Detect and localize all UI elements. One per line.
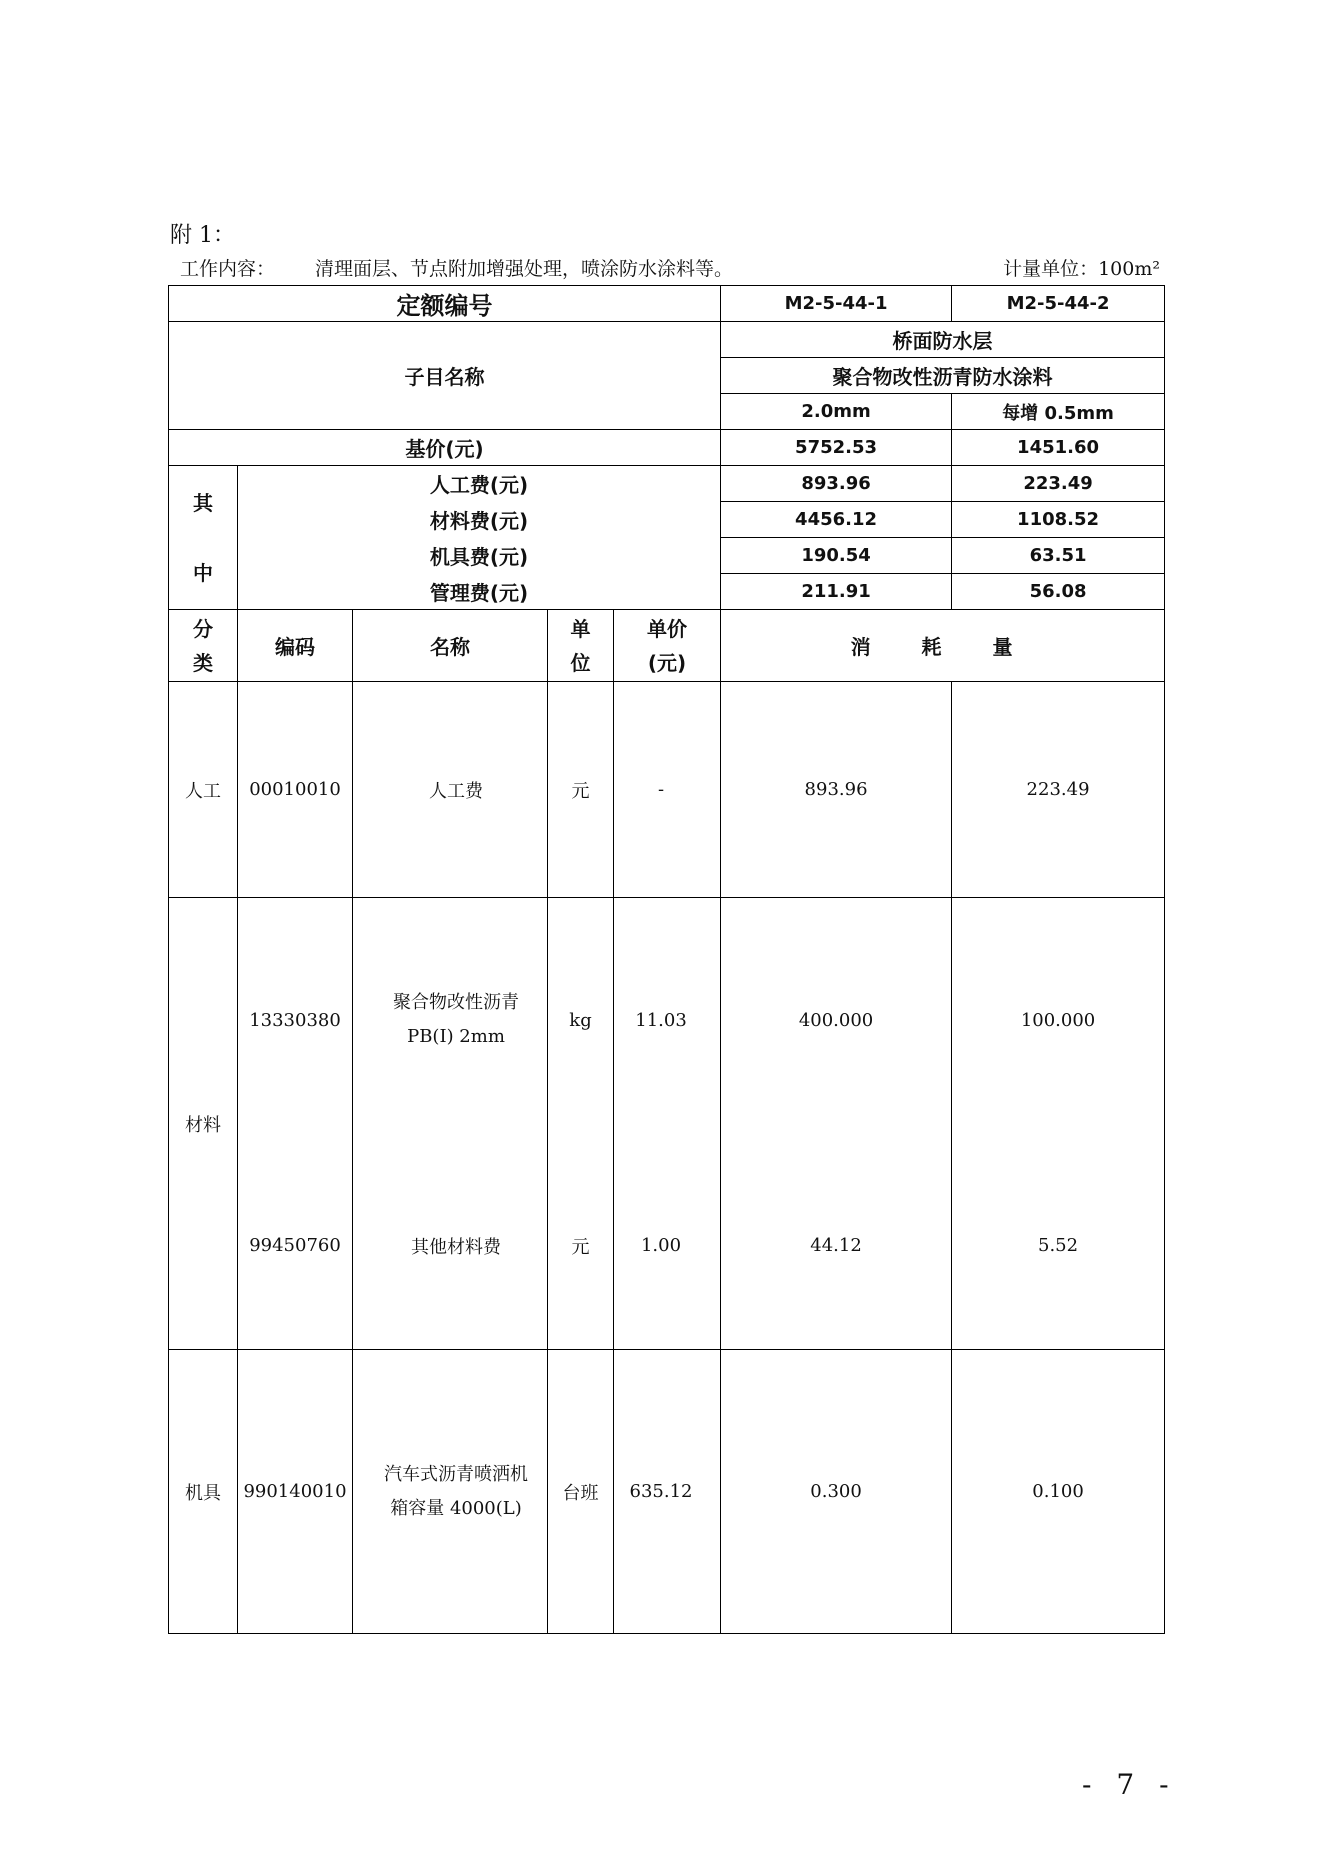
labor-price: - [614,682,721,898]
material-1-price: 11.03 [614,898,721,1143]
material-1-value-2: 100.000 [952,898,1165,1143]
cost-management-1: 211.91 [721,574,952,610]
cost-material-2: 1108.52 [952,502,1165,538]
work-content-text: 清理面层、节点附加增强处理，喷涂防水涂料等。 [315,258,734,280]
cost-machine-2: 63.51 [952,538,1165,574]
cost-label-management: 管理费(元) [238,574,721,610]
material-2-name: 其他材料费 [353,1143,548,1350]
work-content-label: 工作内容： [180,258,276,280]
machine-unit: 台班 [548,1350,614,1634]
material-2-value-2: 5.52 [952,1143,1165,1350]
variant-2: 每增 0.5mm [952,394,1165,430]
cost-labor-1: 893.96 [721,466,952,502]
material-2-code: 99450760 [238,1143,353,1350]
machine-value-1: 0.300 [721,1350,952,1634]
of-which-top: 其 [193,490,213,515]
work-info-line [180,254,1160,284]
group-name: 桥面防水层 [721,322,1165,358]
material-1-unit: kg [548,898,614,1143]
cost-machine-1: 190.54 [721,538,952,574]
material-1-name: 聚合物改性沥青 PB(Ⅰ) 2mm [353,898,548,1143]
quota-code-label: 定额编号 [169,286,721,322]
material-2-value-1: 44.12 [721,1143,952,1350]
labor-code: 00010010 [238,682,353,898]
col-header-price: 单价 (元) [614,610,721,682]
cost-label-machine: 机具费(元) [238,538,721,574]
of-which-label [169,466,238,610]
material-2-unit: 元 [548,1143,614,1350]
of-which-bottom: 中 [193,560,213,585]
labor-value-2: 223.49 [952,682,1165,898]
sub-name: 聚合物改性沥青防水涂料 [721,358,1165,394]
quota-code-2: M2-5-44-2 [952,286,1165,322]
table-row-machine [169,1350,1165,1634]
machine-price: 635.12 [614,1350,721,1634]
quota-code-1: M2-5-44-1 [721,286,952,322]
col-header-unit: 单 位 [548,610,614,682]
variant-1: 2.0mm [721,394,952,430]
col-header-category: 分 类 [169,610,238,682]
material-1-code: 13330380 [238,898,353,1143]
cost-labor-2: 223.49 [952,466,1165,502]
machine-name: 汽车式沥青喷洒机 箱容量 4000(L) [353,1350,548,1634]
material-1-value-1: 400.000 [721,898,952,1143]
col-header-consumption: 消 耗 量 [721,610,1165,682]
page-number: - 7 - [1082,1768,1177,1801]
material-category: 材料 [169,898,238,1350]
table-row-labor [169,682,1165,898]
cost-label-material: 材料费(元) [238,502,721,538]
machine-value-2: 0.100 [952,1350,1165,1634]
col-header-code: 编码 [238,610,353,682]
attachment-label: 附 1： [170,223,235,248]
measure-unit: 计量单位：100m² [1003,258,1160,280]
table-row-material-2 [169,1143,1165,1350]
labor-category: 人工 [169,682,238,898]
quota-table [168,285,1165,1634]
base-price-2: 1451.60 [952,430,1165,466]
cost-material-1: 4456.12 [721,502,952,538]
base-price-1: 5752.53 [721,430,952,466]
base-price-label: 基价(元) [169,430,721,466]
cost-label-labor: 人工费(元) [238,466,721,502]
material-2-price: 1.00 [614,1143,721,1350]
machine-category: 机具 [169,1350,238,1634]
labor-name: 人工费 [353,682,548,898]
labor-value-1: 893.96 [721,682,952,898]
machine-code: 990140010 [238,1350,353,1634]
cost-management-2: 56.08 [952,574,1165,610]
item-name-label: 子目名称 [169,322,721,430]
col-header-name: 名称 [353,610,548,682]
labor-unit: 元 [548,682,614,898]
table-row-material-1 [169,898,1165,1143]
